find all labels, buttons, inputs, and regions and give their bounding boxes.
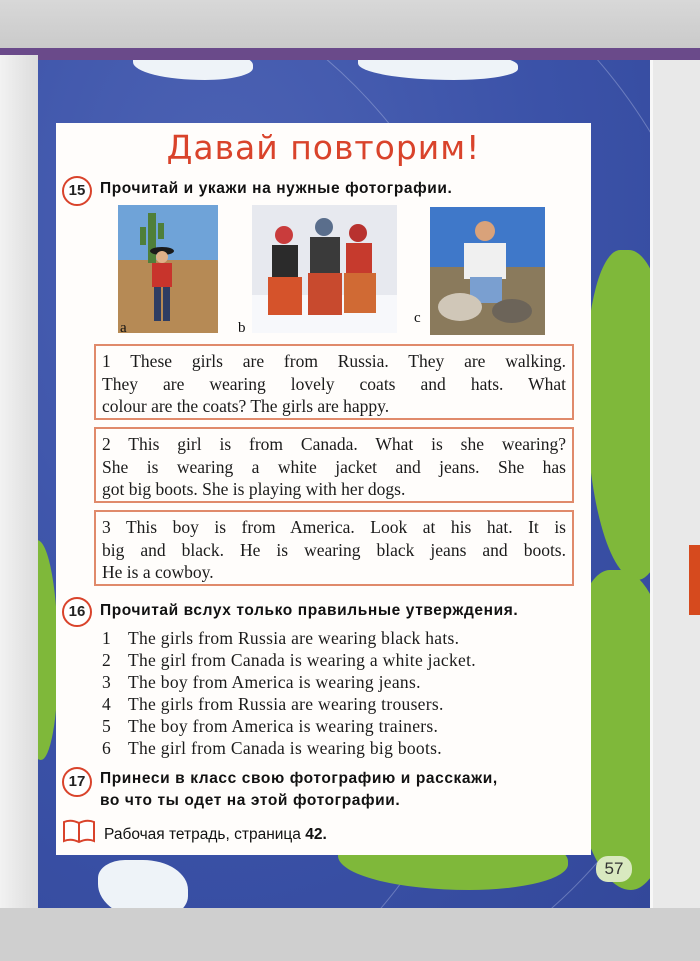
text-box-1-line: colour are the coats? The girls are happy. [102,396,390,416]
statement-item [102,672,421,693]
statement-text: The girl from Canada is wearing a white jacket. [128,650,476,670]
text-box-2-line: 2 This girl is from Canada. What is she wearing? [102,434,566,454]
page-number: 57 [596,856,632,882]
exercise-17-instruction-line2: во что ты одет на этой фотографии. [100,792,401,809]
text-box-1-line: They are wearing lovely coats and hats. What [102,373,566,394]
workbook-reference [104,826,327,844]
exercise-17-number: 17 [62,767,92,797]
text-box-3-line: He is a cowboy. [102,562,214,582]
statement-number: 3 [102,672,112,692]
photo-cowboy-boy [118,205,218,333]
text-box-2-line: She is wearing a white jacket and jeans. She has [102,456,566,477]
scan-background-bottom [0,908,700,961]
statement-text: The girls from Russia are wearing black hats. [128,628,460,648]
text-box-2-line: got big boots. She is playing with her dogs. [102,479,406,499]
exercise-17-instruction-line1: Принеси в класс свою фотографию и расскажи, [100,770,498,787]
workbook-text: Рабочая тетрадь, страница [104,826,306,843]
exercise-16-number: 16 [62,597,92,627]
statement-number: 4 [102,694,112,714]
book-cover-edge [0,48,700,60]
text-box-3 [94,510,574,586]
statement-number: 6 [102,738,112,758]
statement-item [102,650,476,671]
text-box-1 [94,344,574,420]
statement-text: The girls from Russia are wearing trousers. [128,694,444,714]
exercise-15-instruction: Прочитай и укажи на нужные фотографии. [100,180,453,197]
statement-item [102,716,438,737]
statement-text: The boy from America is wearing trainers. [128,716,439,736]
workbook-book-icon [62,818,96,849]
page-title: Давай повторим! [166,128,481,167]
statement-number: 1 [102,628,112,648]
statement-item [102,738,442,759]
exercise-15-number: 15 [62,176,92,206]
statement-text: The boy from America is wearing jeans. [128,672,421,692]
exercise-16-instruction: Прочитай вслух только правильные утверждения. [100,602,519,619]
photo-label-b: b [238,320,246,336]
text-box-3-line: big and black. He is wearing black jeans and boots. [102,539,566,560]
statement-number: 5 [102,716,112,736]
text-box-2 [94,427,574,503]
photo-label-a: a [120,320,127,336]
page-edge-right [650,60,700,910]
text-box-3-line: 3 This boy is from America. Look at his hat. It is [102,517,566,537]
bookmark-tab [689,545,700,615]
statement-item [102,628,459,649]
statement-item [102,694,444,715]
photo-label-c: c [414,310,421,326]
statement-text: The girl from Canada is wearing big boots. [128,738,442,758]
scan-background-top [0,0,700,52]
statement-number: 2 [102,650,112,670]
page-margin-left [0,55,38,915]
photo-russian-girls [252,205,397,333]
text-box-1-line: 1 These girls are from Russia. They are walking. [102,351,566,371]
photo-canada-girl [430,207,545,335]
workbook-page: 42. [305,826,327,843]
